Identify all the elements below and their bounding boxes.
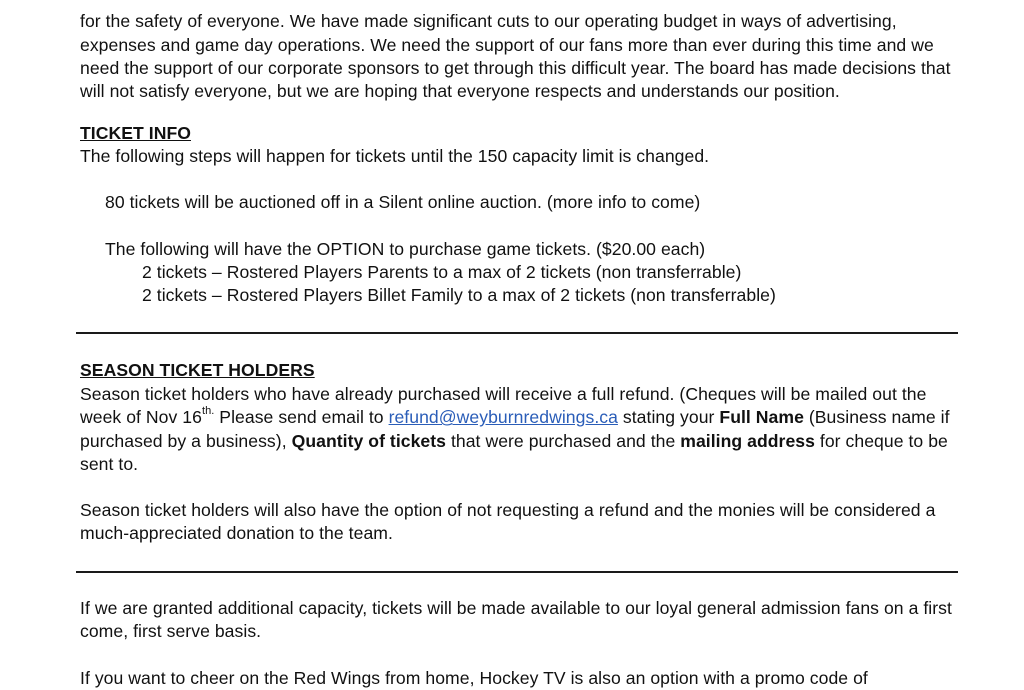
intro-line-3: need the support of our corporate sponsors to get through this difficult year. The board has made decisions that — [80, 57, 951, 78]
season-donation-paragraph — [80, 499, 960, 546]
full-name-label: Full Name — [719, 407, 804, 428]
hockey-tv-line: If you want to cheer on the Red Wings from home, Hockey TV is also an option with a promo code of — [80, 668, 868, 688]
donation-line-2: much-appreciated donation to the team. — [80, 523, 393, 544]
intro-line-4: will not satisfy everyone, but we are hoping that everyone respects and understands our position. — [80, 81, 840, 102]
ticket-option-item: 2 tickets – Rostered Players Billet Family to a max of 2 tickets (non transferrable) — [142, 285, 776, 306]
ticket-info-heading: TICKET INFO — [80, 123, 191, 143]
ticket-option-list — [142, 261, 1022, 308]
capacity-paragraph — [80, 597, 960, 644]
ticket-option-intro-line: The following will have the OPTION to purchase game tickets. ($20.00 each) — [105, 239, 706, 259]
season-refund-line-4: sent to. — [80, 453, 139, 474]
refund-send-text: Please send email to — [214, 407, 389, 428]
season-ticket-holders-heading: SEASON TICKET HOLDERS — [80, 360, 315, 380]
ticket-option-item: 2 tickets – Rostered Players Parents to a max of 2 tickets (non transferrable) — [142, 262, 742, 282]
section-divider — [76, 571, 958, 573]
intro-line-1: for the safety of everyone. We have made significant cuts to our operating budget in ways of advertising, — [80, 11, 897, 32]
ticket-option-intro — [105, 238, 985, 261]
ordinal-suffix: th. — [201, 405, 215, 418]
business-name-text: (Business name if — [803, 407, 950, 428]
intro-paragraph — [80, 0, 960, 103]
refund-week-text: week of Nov 16 — [80, 407, 202, 428]
capacity-line-2: come, first serve basis. — [80, 621, 262, 642]
refund-stating-text: stating your — [617, 407, 720, 428]
season-refund-line-3 — [80, 430, 960, 453]
quantity-label: Quantity of tickets — [291, 430, 447, 451]
ticket-info-intro-text: The following steps will happen for tickets until the 150 capacity limit is changed. — [80, 146, 710, 166]
season-refund-line-2 — [80, 406, 960, 429]
ticket-auction-text — [105, 191, 985, 214]
capacity-line-1: If we are granted additional capacity, tickets will be made available to our loyal general admission fans on a first — [80, 598, 952, 618]
purchased-by-text: purchased by a business), — [80, 430, 292, 451]
cheque-text: for cheque to be — [814, 430, 948, 451]
donation-line-1: Season ticket holders will also have the option of not requesting a refund and the monies will be considered a — [80, 500, 936, 520]
season-refund-paragraph — [80, 383, 960, 476]
season-refund-line-1: Season ticket holders who have already purchased will receive a full refund. (Cheques will be mailed out the — [80, 384, 927, 404]
section-divider — [76, 332, 958, 334]
mailing-address-label: mailing address — [680, 430, 815, 451]
ticket-info-intro — [80, 145, 960, 168]
hockey-tv-paragraph — [80, 667, 960, 690]
ticket-auction-line: 80 tickets will be auctioned off in a Silent online auction. (more info to come) — [105, 192, 701, 212]
purchased-text: that were purchased and the — [446, 430, 681, 451]
refund-email-link[interactable]: refund@weyburnredwings.ca — [388, 407, 618, 428]
intro-line-2: expenses and game day operations. We need the support of our fans more than ever during this time and we — [80, 34, 934, 55]
